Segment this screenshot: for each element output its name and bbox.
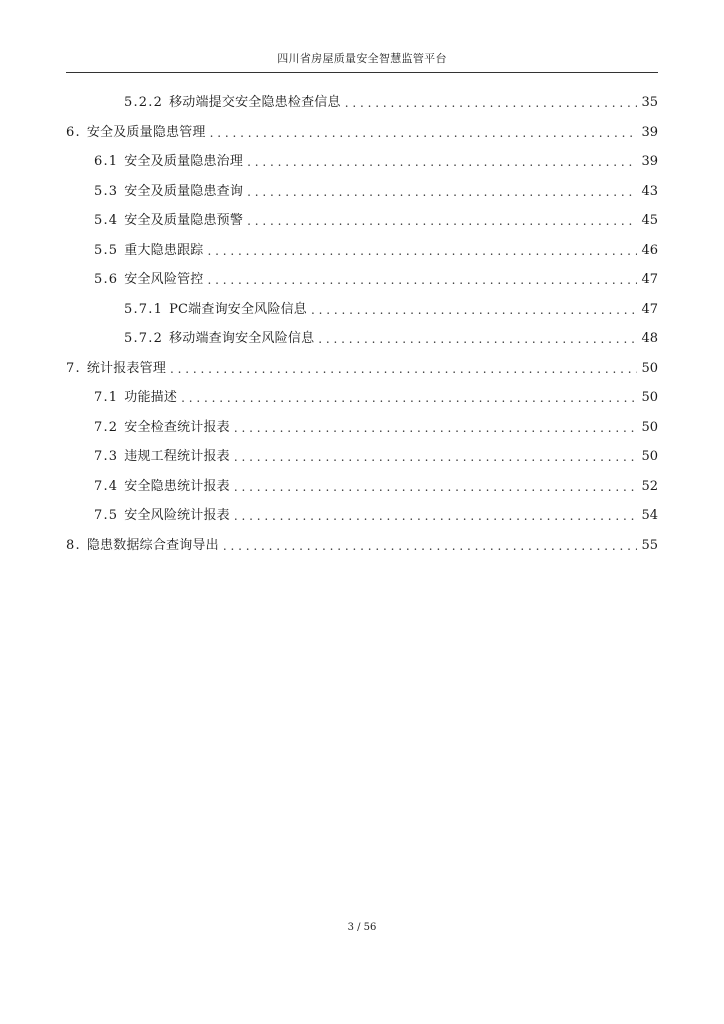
page-number: 3 / 56 <box>347 922 377 933</box>
toc-entry-7-4[interactable] <box>94 472 658 502</box>
toc-entry-page: 45 <box>641 213 658 228</box>
toc-entry-number: 5.3 <box>94 183 119 199</box>
toc-entry-title: 安全及质量隐患管理 <box>86 124 206 140</box>
toc-entry-title: 安全检查统计报表 <box>124 419 230 435</box>
toc-entry-7-5[interactable] <box>94 501 658 531</box>
toc-dot-leader <box>311 295 637 325</box>
toc-entry-7-3[interactable] <box>94 442 658 472</box>
toc-entry-5-6[interactable] <box>94 265 658 295</box>
toc-entry-title: 移动端查询安全风险信息 <box>169 331 315 346</box>
toc-entry-5-2-2[interactable] <box>124 88 658 118</box>
toc-dot-leader <box>170 354 637 384</box>
toc-entry-page: 35 <box>641 95 658 110</box>
toc-dot-leader <box>234 501 638 531</box>
toc-entry-5-7-1[interactable] <box>124 295 658 325</box>
toc-entry-7-2[interactable] <box>94 413 658 443</box>
toc-entry-number: 7.5 <box>94 508 119 523</box>
toc-entry-number: 7. <box>66 360 81 376</box>
page-header: 四川省房屋质量安全智慧监管平台 <box>277 52 447 65</box>
toc-dot-leader <box>247 177 637 207</box>
toc-entry-page: 54 <box>641 508 658 523</box>
toc-entry-title: 安全及质量隐患预警 <box>124 213 244 228</box>
toc-dot-leader <box>207 265 637 295</box>
toc-entry-number: 6. <box>66 124 81 140</box>
toc-entry-title: 安全风险统计报表 <box>124 508 230 523</box>
toc-dot-leader <box>210 118 638 148</box>
toc-entry-title: 统计报表管理 <box>86 360 167 376</box>
toc-dot-leader <box>318 324 637 354</box>
toc-entry-page: 47 <box>641 301 658 317</box>
toc-entry-number: 5.6 <box>94 272 119 287</box>
toc-entry-page: 48 <box>641 331 658 346</box>
toc-entry-5-5[interactable] <box>94 236 658 266</box>
toc-entry-title: 违规工程统计报表 <box>124 449 230 464</box>
toc-entry-page: 50 <box>641 419 658 435</box>
toc-entry-6[interactable] <box>66 118 658 148</box>
toc-dot-leader <box>247 147 637 177</box>
toc-entry-page: 55 <box>641 537 658 553</box>
toc-entry-title: 隐患数据综合查询导出 <box>86 537 219 553</box>
toc-entry-page: 47 <box>641 272 658 287</box>
toc-entry-number: 5.2.2 <box>124 95 164 110</box>
toc-entry-number: 5.7.1 <box>124 301 164 317</box>
toc-dot-leader <box>234 413 638 443</box>
toc-dot-leader <box>345 88 638 118</box>
toc-entry-page: 52 <box>641 478 658 494</box>
toc-entry-number: 7.4 <box>94 478 119 494</box>
toc-entry-number: 8. <box>66 537 81 553</box>
toc-entry-page: 50 <box>641 390 658 405</box>
toc-entry-title: 安全风险管控 <box>124 272 204 287</box>
toc-entry-title: 安全隐患统计报表 <box>124 478 230 494</box>
toc-entry-page: 39 <box>641 124 658 140</box>
toc-dot-leader <box>207 236 637 266</box>
toc-entry-number: 7.2 <box>94 419 119 435</box>
toc-dot-leader <box>234 442 638 472</box>
toc-dot-leader <box>181 383 637 413</box>
toc-entry-page: 43 <box>641 183 658 199</box>
toc-entry-page: 39 <box>641 154 658 169</box>
toc-dot-leader <box>223 531 638 561</box>
toc-entry-title: 移动端提交安全隐患检查信息 <box>169 95 341 110</box>
toc-entry-6-1[interactable] <box>94 147 658 177</box>
header-rule <box>66 72 658 73</box>
toc-entry-5-3[interactable] <box>94 177 658 207</box>
toc-entry-title: 安全及质量隐患治理 <box>124 154 244 169</box>
toc-entry-number: 7.1 <box>94 390 119 405</box>
toc-entry-title: PC端查询安全风险信息 <box>169 301 307 317</box>
toc-entry-number: 5.7.2 <box>124 331 164 346</box>
toc-entry-7-1[interactable] <box>94 383 658 413</box>
toc-entry-title: 重大隐患跟踪 <box>124 242 204 258</box>
toc-entry-page: 50 <box>641 360 658 376</box>
toc-entry-number: 6.1 <box>94 154 119 169</box>
toc-entry-page: 46 <box>641 242 658 258</box>
toc-entry-number: 7.3 <box>94 449 119 464</box>
toc-entry-7[interactable] <box>66 354 658 384</box>
toc-entry-number: 5.4 <box>94 213 119 228</box>
toc-entry-5-4[interactable] <box>94 206 658 236</box>
toc-entry-5-7-2[interactable] <box>124 324 658 354</box>
toc-entry-page: 50 <box>641 449 658 464</box>
toc-entry-8[interactable] <box>66 531 658 561</box>
toc-dot-leader <box>234 472 638 502</box>
toc-entry-title: 安全及质量隐患查询 <box>124 183 244 199</box>
toc-entry-number: 5.5 <box>94 242 119 258</box>
toc-entry-title: 功能描述 <box>124 390 178 405</box>
toc-dot-leader <box>247 206 637 236</box>
